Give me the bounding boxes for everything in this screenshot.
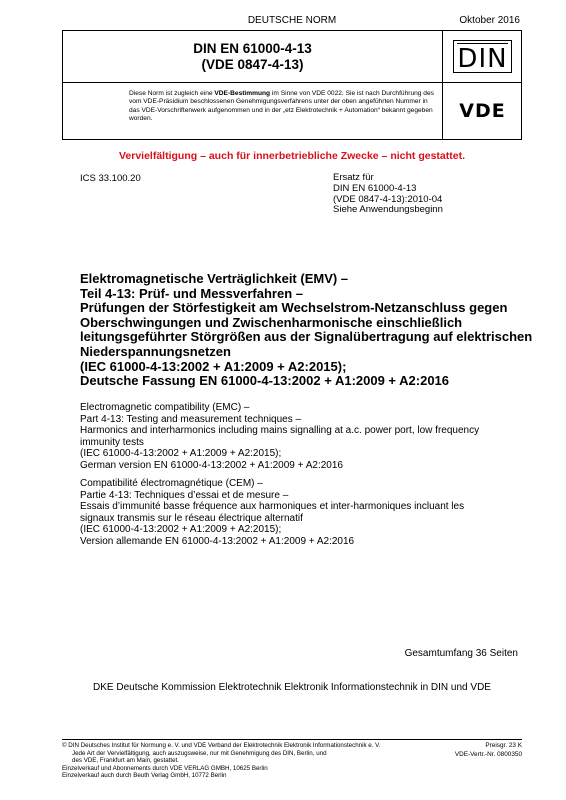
title-fr-line: Version allemande EN 61000-4-13:2002 + A1:2009 + A2:2016 <box>80 535 355 547</box>
footer-divider <box>62 739 522 740</box>
reproduction-warning: Vervielfältigung – auch für innerbetriebliche Zwecke – nicht gestattet. <box>118 150 465 162</box>
vde-notice-text-1: Diese Norm ist zugleich eine <box>129 90 215 97</box>
ics-code: ICS 33.100.20 <box>80 173 141 184</box>
title-en-line: immunity tests <box>80 436 144 448</box>
vde-notice-text-2: im Sinne von VDE 0022. Sie ist nach Durchführung des vom VDE-Präsidium beschlossenen Genehmigungsverfahrens unter der oben angeführten Nummer in das VDE-Vorschriftenwerk aufgenommen und in der „etz Elektrotechnik + Automation“ bekannt gegeben worden. <box>129 90 434 123</box>
copyright-line: des VDE, Frankfurt am Main, gestattet. <box>72 757 179 765</box>
header-box <box>62 30 522 140</box>
copyright-line: © DIN Deutsches Institut für Normung e. V. und VDE Verband der Elektrotechnik Elektronik Informationstechnik e. V. <box>62 742 381 749</box>
title-en-line: Part 4-13: Testing and measurement techniques – <box>80 413 302 425</box>
din-logo-cell <box>443 31 522 83</box>
copyright-line: Jede Art der Vervielfältigung, auch auszugsweise, nur mit Genehmigung des DIN, Berlin, und <box>72 749 327 757</box>
vde-number-line: (VDE 0847-4-13) <box>201 57 304 72</box>
committee-line: DKE Deutsche Kommission Elektrotechnik Elektronik Informationstechnik in DIN und VDE <box>93 682 491 693</box>
standard-number <box>63 31 443 83</box>
title-fr-line: Essais d’immunité basse fréquence aux harmoniques et inter-harmoniques incluant les <box>80 501 465 513</box>
standard-number-line: DIN EN 61000-4-13 <box>193 41 312 56</box>
title-en-line: German version EN 61000-4-13:2002 + A1:2009 + A2:2016 <box>80 459 343 471</box>
replaces-line: Ersatz für <box>333 172 374 183</box>
title-de-line: Elektromagnetische Verträglichkeit (EMV) – <box>80 271 349 286</box>
issue-date: Oktober 2016 <box>459 15 520 26</box>
replaces-line: Siehe Anwendungsbeginn <box>333 204 443 216</box>
footer-copyright <box>62 742 422 780</box>
footer-price <box>455 742 522 759</box>
title-de-line: leitungsgeführter Störgrößen aus der Signalübertragung auf elektrischen <box>80 329 533 345</box>
title-en-line: Harmonics and interharmonics including mains signalling at a.c. power port, low frequency <box>80 425 480 437</box>
document-type: DEUTSCHE NORM <box>247 15 337 26</box>
title-fr-line: Partie 4-13: Techniques d’essai et de mesure – <box>80 489 289 501</box>
title-fr-line: (IEC 61000-4-13:2002 + A1:2009 + A2:2015); <box>80 524 282 536</box>
replaces-block <box>333 173 443 216</box>
sales-line: Einzelverkauf auch durch Beuth Verlag GmbH, 10772 Berlin <box>62 772 227 780</box>
title-en-line: (IEC 61000-4-13:2002 + A1:2009 + A2:2015); <box>80 448 282 460</box>
title-english <box>80 402 510 472</box>
price-group: Preisgr. 23 K <box>485 742 522 749</box>
din-logo-text: DIN <box>457 44 508 74</box>
title-en-line: Electromagnetic compatibility (EMC) – <box>80 402 250 413</box>
top-bar <box>62 14 522 30</box>
total-pages: Gesamtumfang 36 Seiten <box>404 648 518 659</box>
title-fr-line: signaux transmis sur le réseau électrique alternatif <box>80 512 303 524</box>
vde-notice <box>63 83 443 139</box>
title-de-line: Deutsche Fassung EN 61000-4-13:2002 + A1:2009 + A2:2016 <box>80 373 450 389</box>
title-de-line: Niederspannungsnetzen <box>80 343 231 359</box>
vde-notice-bold: VDE-Bestimmung <box>214 90 271 97</box>
title-french <box>80 478 510 548</box>
title-fr-line: Compatibilité électromagnétique (CEM) – <box>80 478 263 489</box>
replaces-line: DIN EN 61000-4-13 <box>333 182 417 194</box>
din-logo <box>453 40 511 73</box>
vde-logo: VDE <box>459 100 506 122</box>
title-de-line: Oberschwingungen und Zwischenharmonische einschließlich <box>80 314 463 330</box>
title-de-line: Prüfungen der Störfestigkeit am Wechselstrom-Netzanschluss gegen <box>80 300 508 316</box>
title-de-line: Teil 4-13: Prüf- und Messverfahren – <box>80 285 303 301</box>
title-de-line: (IEC 61000-4-13:2002 + A1:2009 + A2:2015); <box>80 358 347 374</box>
vde-logo-cell <box>443 83 522 139</box>
replaces-line: (VDE 0847-4-13):2010-04 <box>333 193 443 205</box>
order-number: VDE-Vertr.-Nr. 0800350 <box>454 750 522 758</box>
sales-line: Einzelverkauf und Abonnements durch VDE VERLAG GMBH, 10625 Berlin <box>62 764 268 772</box>
title-german <box>80 271 533 389</box>
